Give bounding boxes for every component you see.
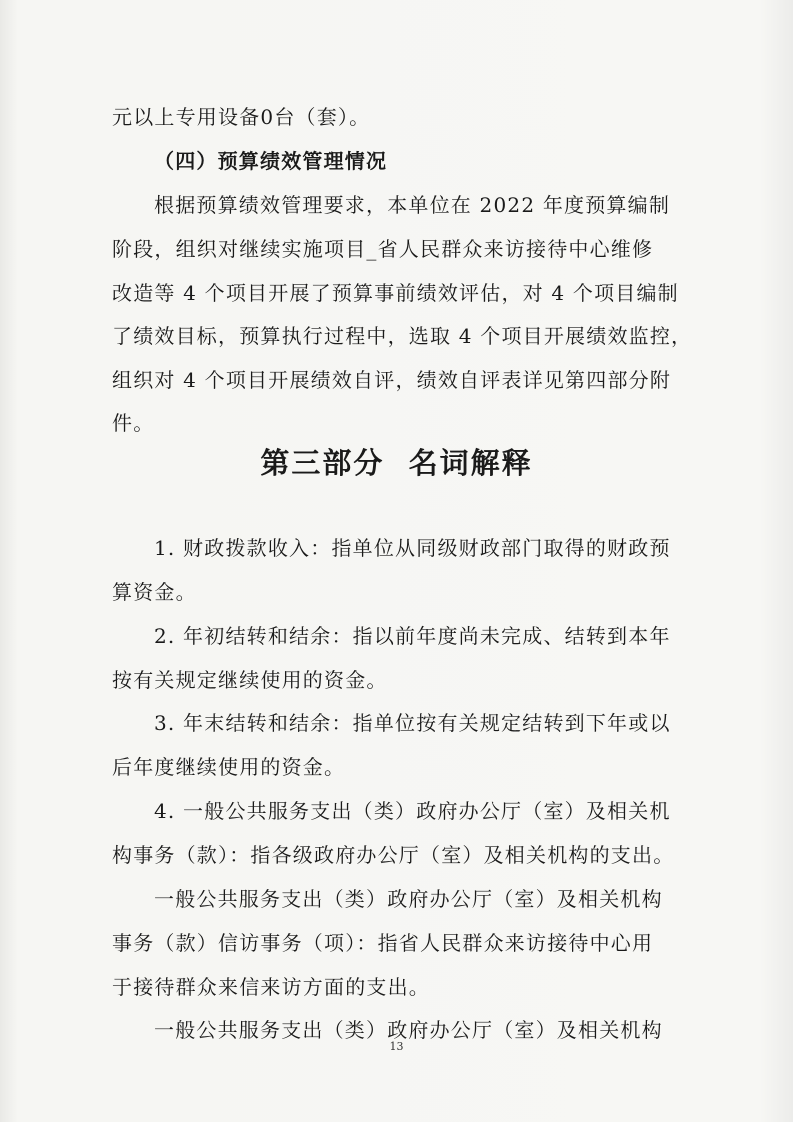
definition-6-line-1: 一般公共服务支出（类）政府办公厅（室）及相关机构	[154, 1018, 663, 1042]
performance-line-5: 组织对 4 个项目开展绩效自评，绩效自评表详见第四部分附	[112, 368, 672, 392]
definition-2-line-2: 按有关规定继续使用的资金。	[112, 668, 388, 692]
definition-2-line-1: 2. 年初结转和结余：指以前年度尚未完成、结转到本年	[154, 624, 671, 648]
definition-1-line-1: 1. 财政拨款收入：指单位从同级财政部门取得的财政预	[154, 536, 671, 560]
definition-5-line-1: 一般公共服务支出（类）政府办公厅（室）及相关机构	[154, 887, 663, 911]
definition-5-line-3: 于接待群众来信来访方面的支出。	[112, 975, 430, 999]
definition-3-line-2: 后年度继续使用的资金。	[112, 755, 346, 779]
definition-1-line-2: 算资金。	[112, 580, 197, 604]
line-equipment-end: 元以上专用设备0台（套）。	[112, 105, 371, 129]
definition-4-line-2: 构事务（款）：指各级政府办公厅（室）及相关机构的支出。	[112, 843, 675, 867]
performance-line-4: 了绩效目标，预算执行过程中，选取 4 个项目开展绩效监控，	[112, 324, 693, 348]
definition-5-line-2: 事务（款）信访事务（项）：指省人民群众来访接待中心用	[112, 931, 654, 955]
subheading-performance: （四）预算绩效管理情况	[154, 149, 388, 173]
performance-line-6: 件。	[112, 411, 155, 435]
definition-4-line-1: 4. 一般公共服务支出（类）政府办公厅（室）及相关机	[154, 799, 671, 823]
definition-3-line-1: 3. 年末结转和结余：指单位按有关规定结转到下年或以	[154, 711, 671, 735]
performance-line-3: 改造等 4 个项目开展了预算事前绩效评估，对 4 个项目编制	[112, 281, 679, 305]
section-heading: 第三部分 名词解释	[260, 446, 533, 480]
performance-line-1: 根据预算绩效管理要求，本单位在 2022 年度预算编制	[154, 193, 671, 217]
performance-line-2: 阶段，组织对继续实施项目_省人民群众来访接待中心维修	[112, 237, 654, 261]
page-number: 13	[389, 1040, 404, 1053]
